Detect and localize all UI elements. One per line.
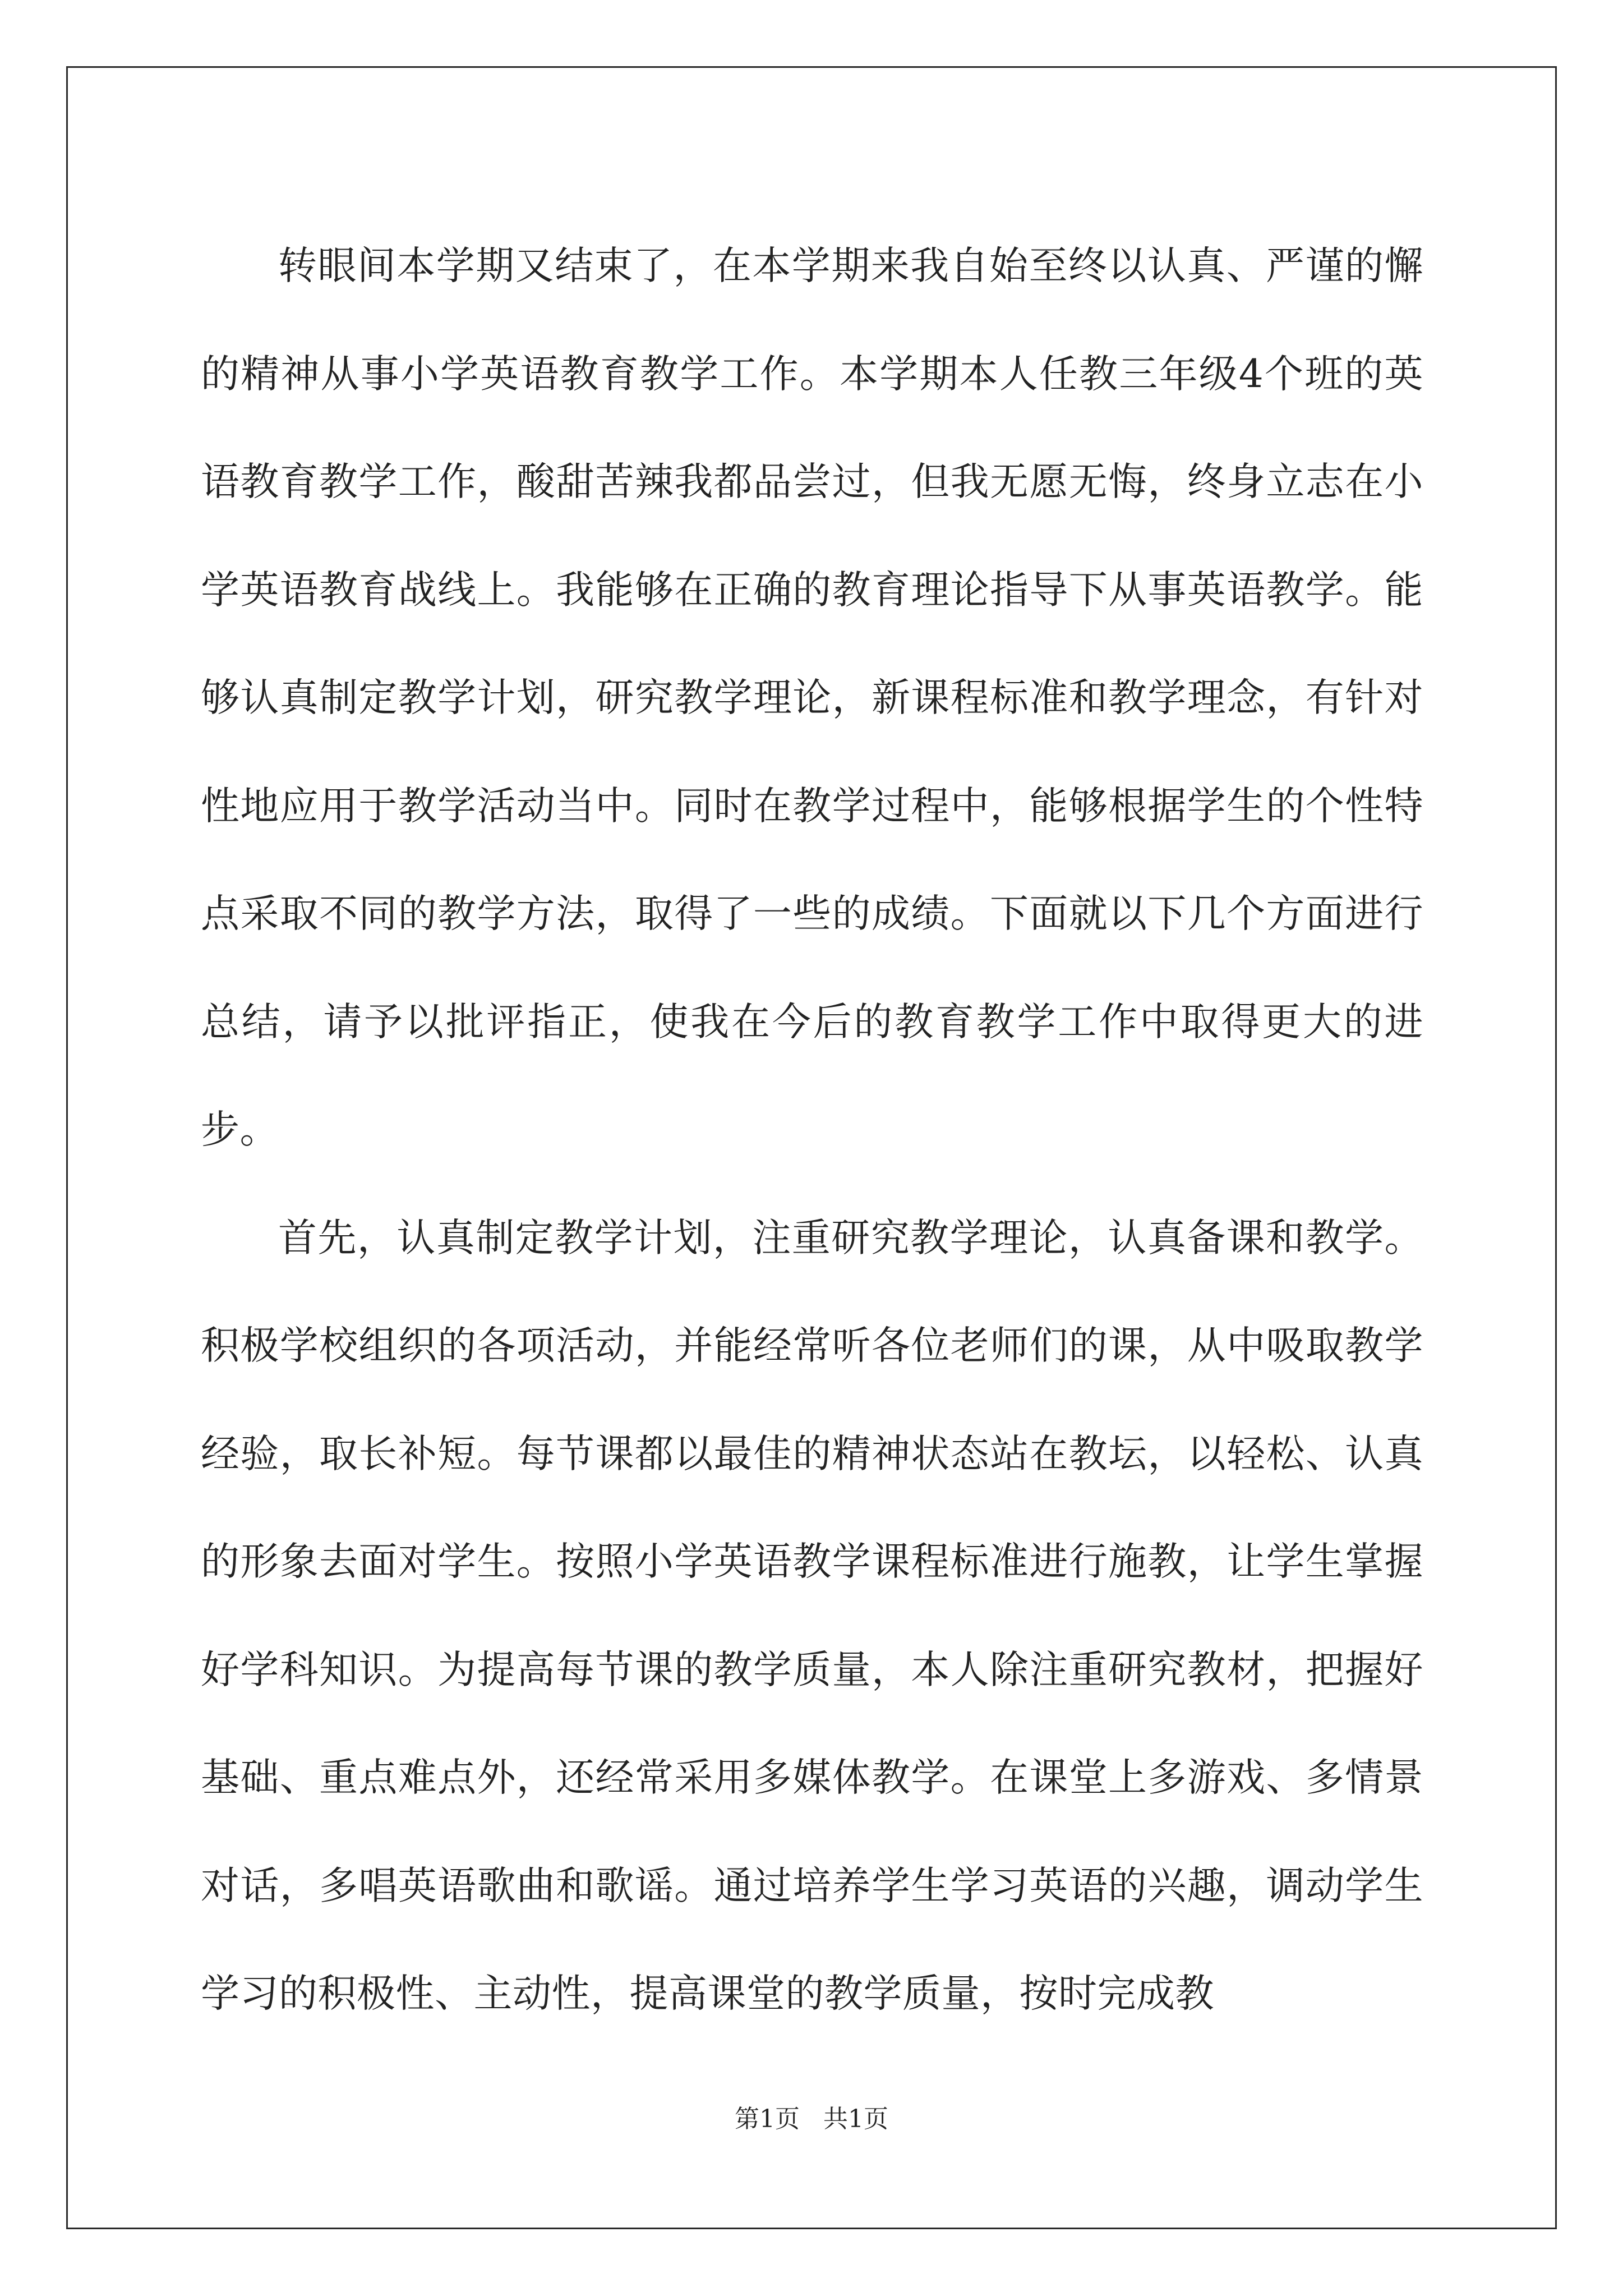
paragraph-2: 首先，认真制定教学计划，注重研究教学理论，认真备课和教学。积极学校组织的各项活动，并能经常听各位老师们的课，从中吸取教学经验，取长补短。每节课都以最佳的精神状态站在教坛，以轻松、认真的形象去面对学生。按照小学英语教学课程标准进行施教，让学生掌握好学科知识。为提高每节课的教学质量，本人除注重研究教材，把握好基础、重点难点外，还经常采用多媒体教学。在课堂上多游戏、多情景对话，多唱英语歌曲和歌谣。通过培养学生学习英语的兴趣，调动学生学习的积极性、主动性，提高课堂的教学质量，按时完成教 xyxy=(201,1215,1423,2016)
document-body xyxy=(201,212,1423,2048)
page-total: 共1页 xyxy=(823,2105,888,2133)
paragraph-1: 转眼间本学期又结束了，在本学期来我自始至终以认真、严谨的懈的精神从事小学英语教育教学工作。本学期本人任教三年级4个班的英语教育教学工作，酸甜苦辣我都品尝过，但我无愿无悔，终身立志在小学英语教育战线上。我能够在正确的教育理论指导下从事英语教学。能够认真制定教学计划，研究教学理论，新课程标准和教学理念，有针对性地应用于教学活动当中。同时在教学过程中，能够根据学生的个性特点采取不同的教学方法，取得了一些的成绩。下面就以下几个方面进行总结，请予以批评指正，使我在今后的教育教学工作中取得更大的进步。 xyxy=(201,243,1423,1152)
page-number: 第1页 xyxy=(735,2105,800,2133)
footer-gap xyxy=(800,2105,823,2133)
page-footer xyxy=(0,2102,1623,2136)
